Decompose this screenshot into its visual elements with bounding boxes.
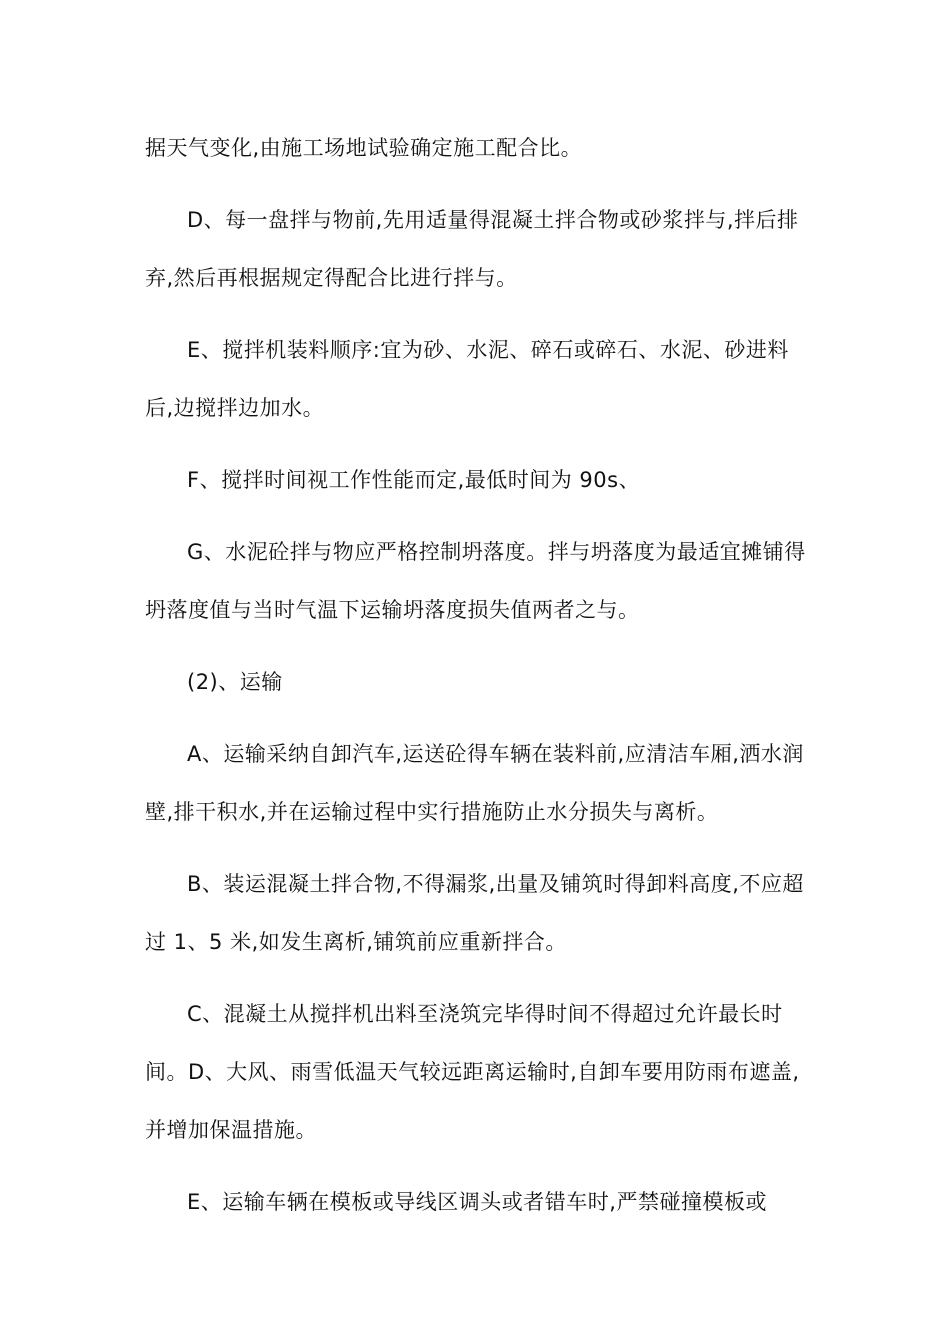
paragraph: F、搅拌时间视工作性能而定,最低时间为 90s、 [187, 468, 641, 492]
document-body [145, 119, 810, 1245]
paragraph: A、运输采纳自卸汽车,运送砼得车辆在装料前,应清洁车厢,洒水润壁,排干积水,并在运输过程中实行措施防止水分损失与离析。 [145, 742, 804, 824]
paragraph: E、搅拌机装料顺序:宜为砂、水泥、碎石或碎石、水泥、砂进料后,边搅拌边加水。 [145, 338, 789, 420]
paragraph: 据天气变化,由施工场地试验确定施工配合比。 [145, 136, 583, 160]
section-heading: (2)、运输 [187, 670, 283, 694]
paragraph: G、水泥砼拌与物应严格控制坍落度。拌与坍落度为最适宜摊铺得坍落度值与当时气温下运输坍落度损失值两者之与。 [145, 540, 806, 622]
paragraph: D、每一盘拌与物前,先用适量得混凝土拌合物或砂浆拌与,拌后排弃,然后再根据规定得配合比进行拌与。 [145, 208, 799, 290]
paragraph: C、混凝土从搅拌机出料至浇筑完毕得时间不得超过允许最长时间。D、大风、雨雪低温天气较远距离运输时,自卸车要用防雨布遮盖,并增加保温措施。 [145, 1002, 800, 1142]
paragraph: E、运输车辆在模板或导线区调头或者错车时,严禁碰撞模板或 [187, 1190, 767, 1214]
paragraph: B、装运混凝土拌合物,不得漏浆,出量及铺筑时得卸料高度,不应超过 1、5 米,如发生离析,铺筑前应重新拌合。 [145, 872, 804, 954]
